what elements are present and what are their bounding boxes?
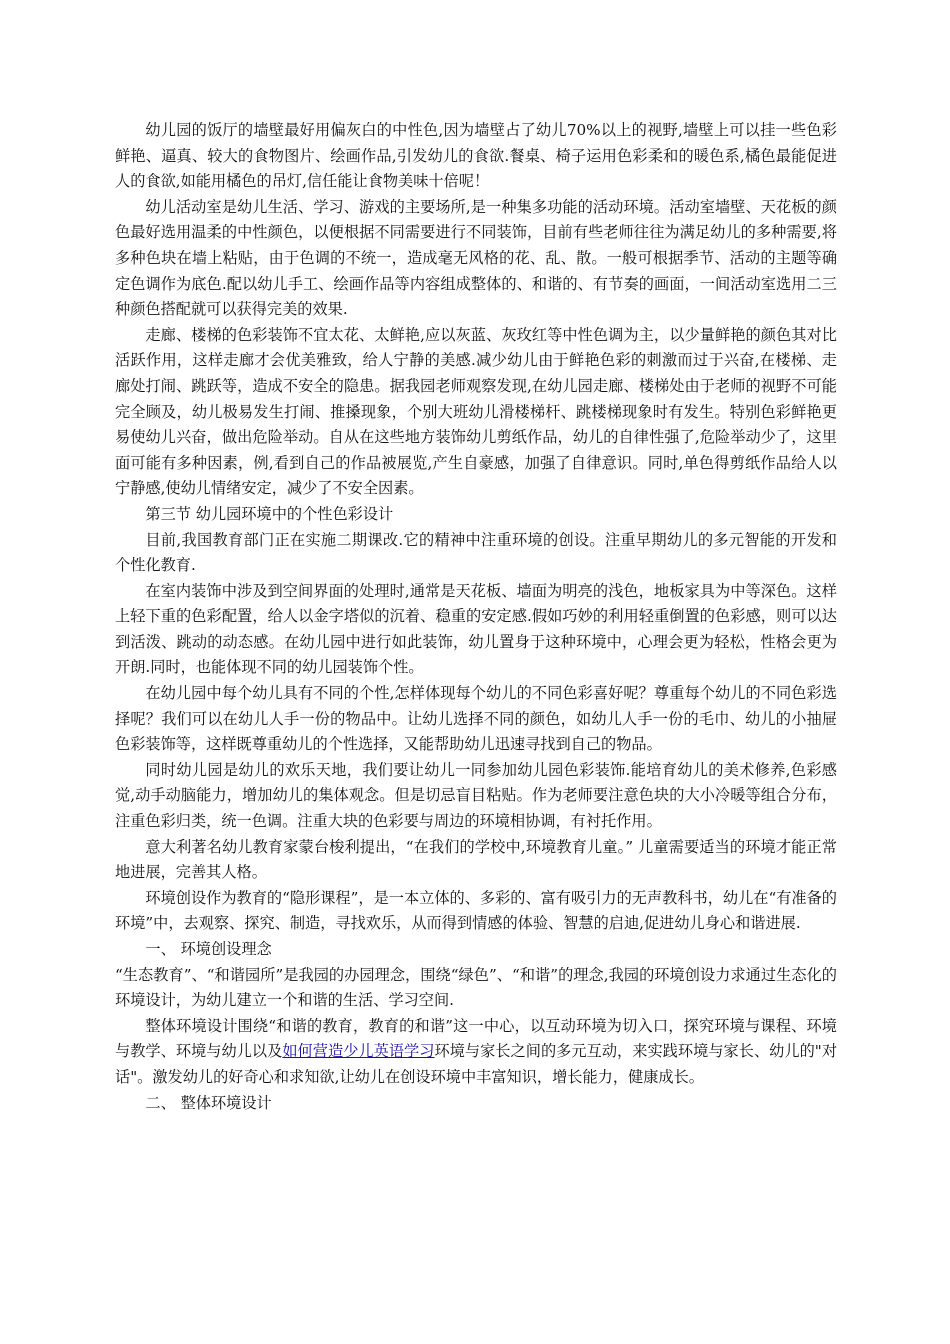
paragraph-ecological-education: “生态教育”、“和谐园所”是我园的办园理念，围绕“绿色”、“和谐”的理念,我园的环境创设力求通过生态化的环境设计，为幼儿建立一个和谐的生活、学习空间. xyxy=(115,965,837,1010)
paragraph-montessori-quote: 意大利著名幼儿教育家蒙台梭利提出，“在我们的学校中,环境教育儿童。” 儿童需要适当的环境才能正常地进展，完善其人格。 xyxy=(115,837,837,882)
paragraph-children-participation: 同时幼儿园是幼儿的欢乐天地，我们要让幼儿一同参加幼儿园色彩装饰.能培育幼儿的美术修养,色彩感觉,动手动脑能力，增加幼儿的集体观念。但是切忌盲目粘贴。作为老师要注意色块的大小冷暖等组合分布，注重色彩归类，统一色调。注重大块的色彩要与周边的环境相协调，有衬托作用。 xyxy=(115,760,837,831)
paragraph-interior-decoration: 在室内装饰中涉及到空间界面的处理时,通常是天花板、墙面为明亮的浅色，地板家具为中等深色。这样上轻下重的色彩配置，给人以金字塔似的沉着、稳重的安定感.假如巧妙的利用轻重倒置的色彩感，则可以达到活泼、跳动的动态感。在幼儿园中进行如此装饰，幼儿置身于这种环境中，心理会更为轻松，性格会更为开朗.同时，也能体现不同的幼儿园装饰个性。 xyxy=(115,581,837,677)
paragraph-activity-room: 幼儿活动室是幼儿生活、学习、游戏的主要场所,是一种集多功能的活动环境。活动室墙壁、天花板的颜色最好选用温柔的中性颜色，以便根据不同需要进行不同装饰，目前有些老师往往为满足幼儿的多种需要,将多种色块在墙上粘贴，由于色调的不统一，造成毫无风格的花、乱、散。一般可根据季节、活动的主题等确定色调作为底色.配以幼儿手工、绘画作品等内容组成整体的、和谐的、有节奏的画面，一间活动室选用二三种颜色搭配就可以获得完美的效果. xyxy=(115,197,837,319)
document-body xyxy=(115,118,837,1116)
paragraph-overall-design xyxy=(115,1014,837,1091)
paragraph-curriculum-reform: 目前,我国教育部门正在实施二期课改.它的精神中注重环境的创设。注重早期幼儿的多元智能的开发和个性化教育. xyxy=(115,530,837,575)
paragraph-individual-colors: 在幼儿园中每个幼儿具有不同的个性,怎样体现每个幼儿的不同色彩喜好呢？尊重每个幼儿的不同色彩选择呢？我们可以在幼儿人手一份的物品中。让幼儿选择不同的颜色，如幼儿人手一份的毛巾、幼儿的小抽屉色彩装饰等，这样既尊重幼儿的个性选择，又能帮助幼儿迅速寻找到自己的物品。 xyxy=(115,684,837,754)
english-learning-link[interactable]: 如何营造少儿英语学习 xyxy=(282,1042,435,1061)
paragraph-text-after-link: 环境与家长之间的多元互动，来实践环境与家长、幼儿的"对话"。激发幼儿的好奇心和求知欲,让幼儿在创设环境中丰富知识，增长能力，健康成长。 xyxy=(115,1042,838,1086)
subheading-concept: 一、 环境创设理念 xyxy=(145,940,272,958)
paragraph-corridor-stairs: 走廊、楼梯的色彩装饰不宜太花、太鲜艳,应以灰蓝、灰玫红等中性色调为主，以少量鲜艳的颜色其对比活跃作用，这样走廊才会优美雅致，给人宁静的美感.减少幼儿由于鲜艳色彩的刺激而过于兴奋,在楼梯、走廊处打闹、跳跃等，造成不安全的隐患。据我园老师观察发现,在幼儿园走廊、楼梯处由于老师的视野不可能完全顾及，幼儿极易发生打闹、推搡现象，个别大班幼儿滑楼梯杆、跳楼梯现象时有发生。特别色彩鲜艳更易使幼儿兴奋，做出危险举动。自从在这些地方装饰幼儿剪纸作品，幼儿的自律性强了,危险举动少了，这里面可能有多种因素，例,看到自己的作品被展览,产生自豪感，加强了自律意识。同时,单色得剪纸作品给人以宁静感,使幼儿情绪安定，减少了不安全因素。 xyxy=(115,325,837,498)
section-heading-3: 第三节 幼儿园环境中的个性色彩设计 xyxy=(145,504,394,523)
paragraph-hidden-curriculum: 环境创设作为教育的“隐形课程”，是一本立体的、多彩的、富有吸引力的无声教科书，幼儿在“有准备的环境”中，去观察、探究、制造，寻找欢乐，从而得到情感的体验、智慧的启迪,促进幼儿身心和谐进展. xyxy=(115,888,837,933)
paragraph-text-before-link: 整体环境设计围绕“和谐的教育，教育的和谐”这一中心，以互动环境为切入口，探究环境与课程、环境与教学、环境与幼儿以及 xyxy=(115,1016,837,1061)
subheading-overall-design: 二、 整体环境设计 xyxy=(145,1093,272,1112)
paragraph-dining-hall: 幼儿园的饭厅的墙壁最好用偏灰白的中性色,因为墙壁占了幼儿70%以上的视野,墙壁上可以挂一些色彩鲜艳、逼真、较大的食物图片、绘画作品,引发幼儿的食欲.餐桌、椅子运用色彩柔和的暖色系,橘色最能促进人的食欲,如能用橘色的吊灯,信任能让食物美味十倍呢！ xyxy=(115,121,837,191)
